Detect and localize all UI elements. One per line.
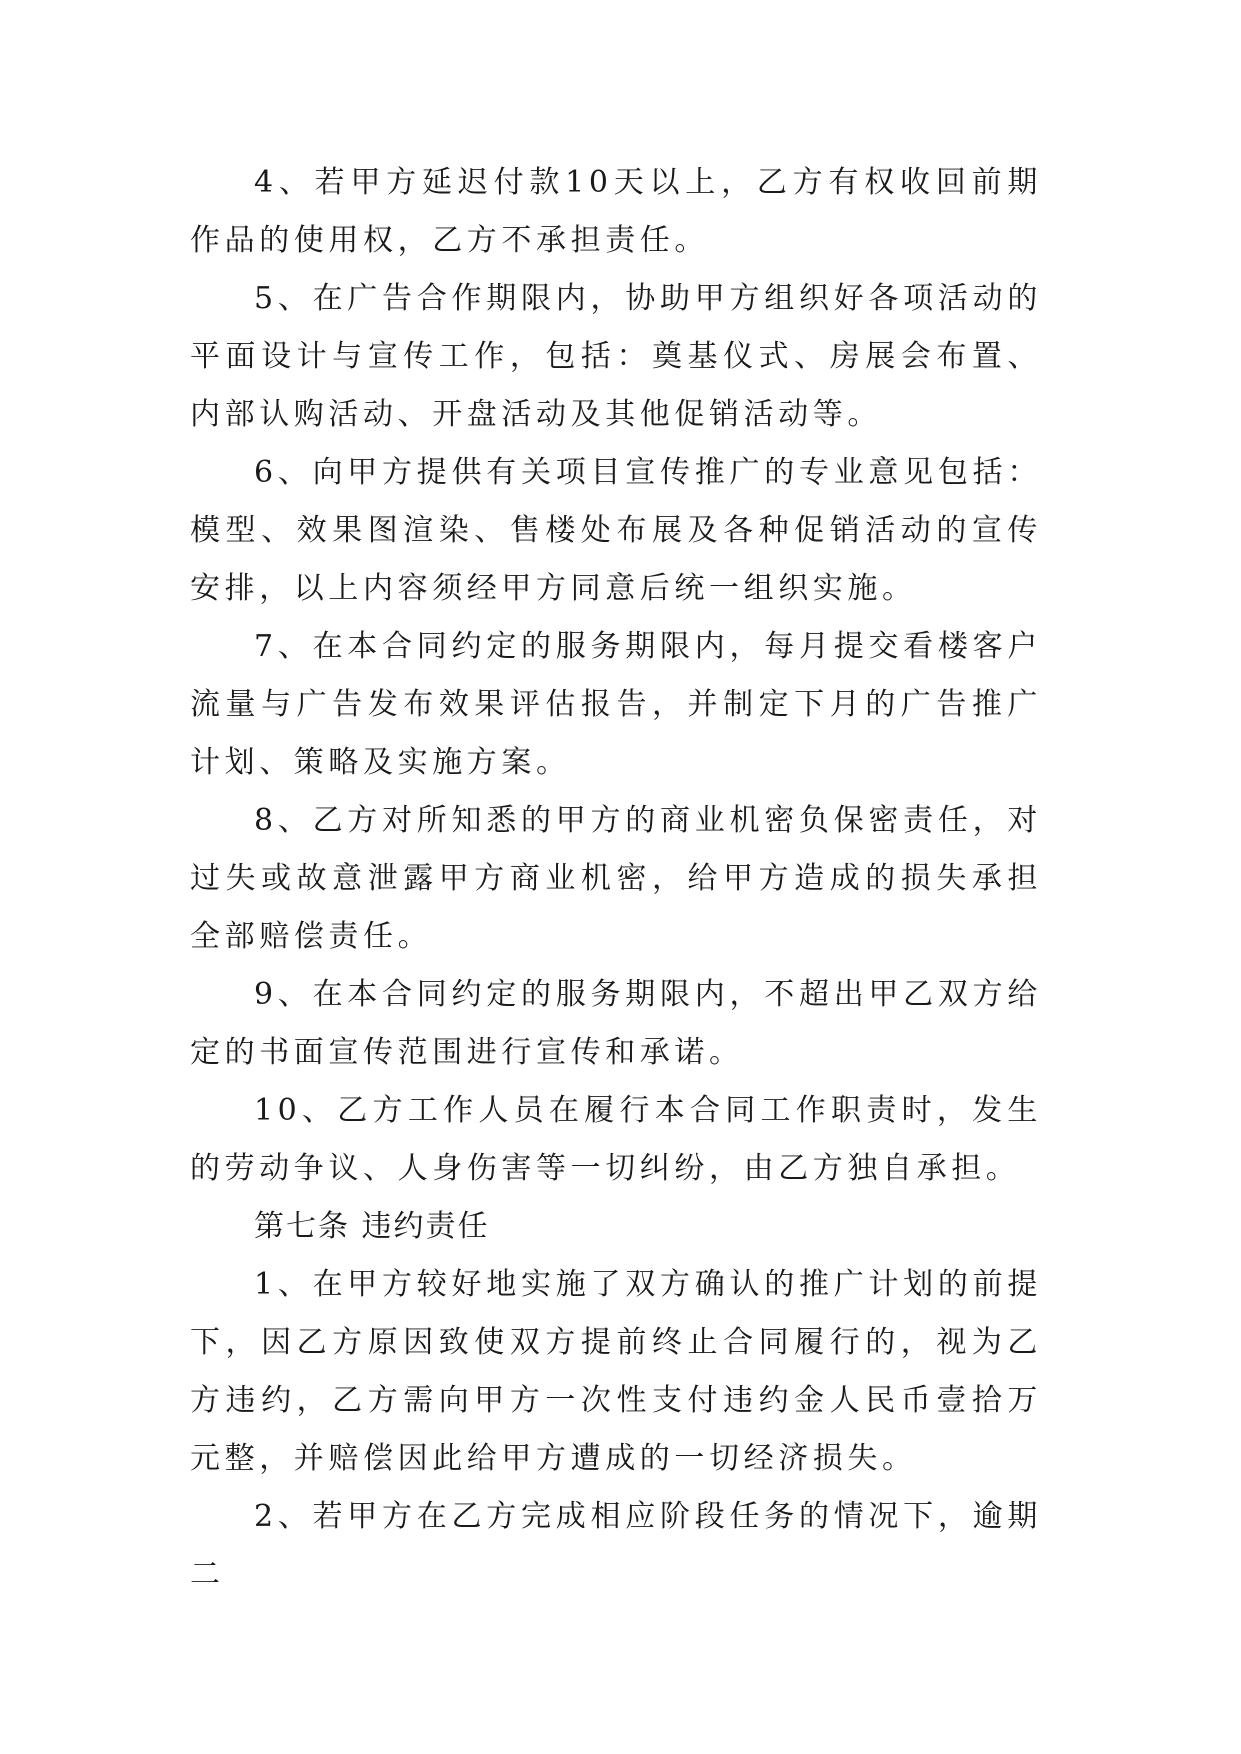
section-heading: 第七条 违约责任 <box>254 1209 490 1244</box>
paragraph-breach-1: 1、在甲方较好地实施了双方确认的推广计划的前提下，因乙方原因致使双方提前终止合同履行的，视为乙方违约，乙方需向甲方一次性支付违约金人民币壹拾万元整，并赔偿因此给甲方遭成的一切经济损失。 <box>190 1267 1042 1476</box>
paragraph-clause-8: 8、乙方对所知悉的甲方的商业机密负保密责任，对过失或故意泄露甲方商业机密，给甲方造成的损失承担全部赔偿责任。 <box>190 803 1042 954</box>
paragraph-clause-5: 5、在广告合作期限内，协助甲方组织好各项活动的平面设计与宣传工作，包括：奠基仪式、房展会布置、内部认购活动、开盘活动及其他促销活动等。 <box>190 281 1042 432</box>
paragraph-clause-4: 4、若甲方延迟付款10天以上，乙方有权收回前期作品的使用权，乙方不承担责任。 <box>190 165 1042 258</box>
document-body <box>190 154 1042 1604</box>
paragraph-clause-7: 7、在本合同约定的服务期限内，每月提交看楼客户流量与广告发布效果评估报告，并制定下月的广告推广计划、策略及实施方案。 <box>190 629 1042 780</box>
paragraph-clause-6: 6、向甲方提供有关项目宣传推广的专业意见包括：模型、效果图渲染、售楼处布展及各种促销活动的宣传安排，以上内容须经甲方同意后统一组织实施。 <box>190 455 1042 606</box>
paragraph-clause-9: 9、在本合同约定的服务期限内，不超出甲乙双方给定的书面宣传范围进行宣传和承诺。 <box>190 977 1042 1070</box>
paragraph-breach-2: 2、若甲方在乙方完成相应阶段任务的情况下，逾期二 <box>190 1499 1042 1592</box>
paragraph-clause-10: 10、乙方工作人员在履行本合同工作职责时，发生的劳动争议、人身伤害等一切纠纷，由乙方独自承担。 <box>190 1093 1042 1186</box>
